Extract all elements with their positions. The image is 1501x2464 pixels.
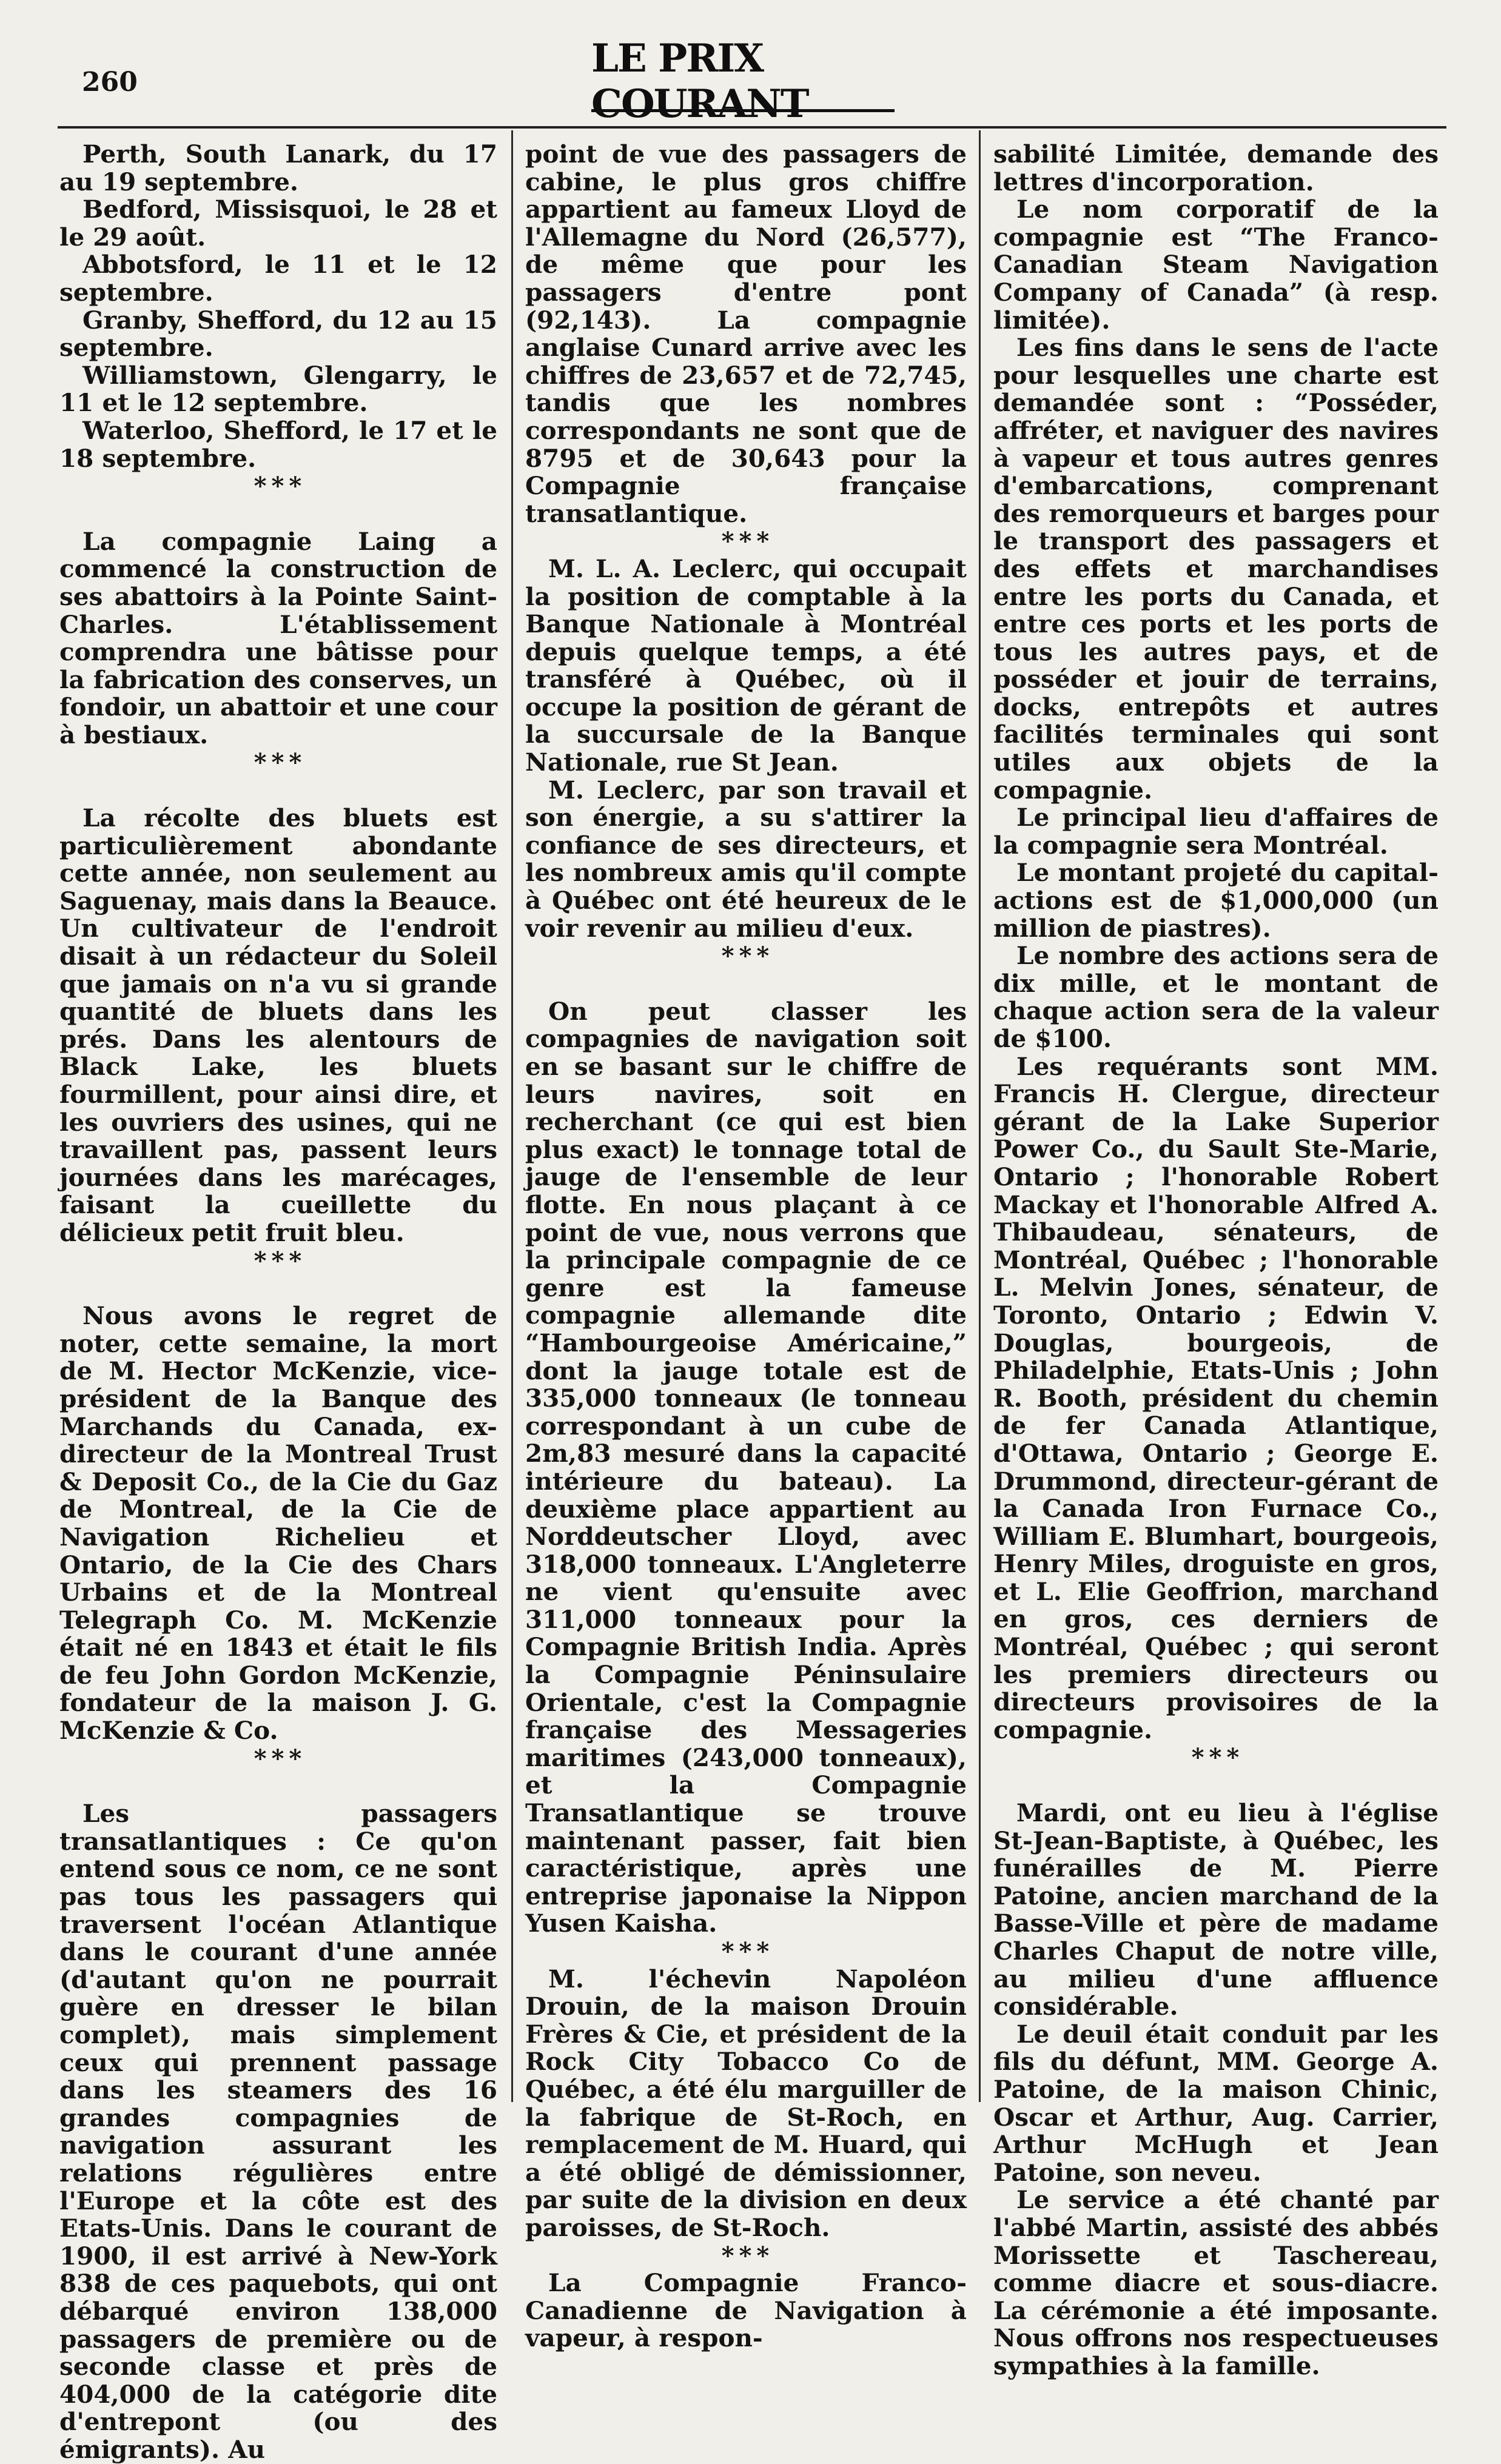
- column-3: [993, 139, 1439, 2380]
- news-paragraph-deuil: Le deuil était conduit par les fils du défunt, MM. George A. Patoine, de la maison Chinic, Oscar et Arthur, Aug. Carrier, Arthur McHugh et Jean Patoine, son neveu.: [993, 2019, 1439, 2187]
- news-paragraph-leclerc: M. L. A. Leclerc, qui occupait la position de comptable à la Banque Nationale à Montréal depuis quelque temps, a été transféré à Québec, où il occupe la position de gérant de la succursale de la Banque Nationale, rue St Jean.: [525, 554, 967, 777]
- news-paragraph-fins: Les fins dans le sens de l'acte pour lesquelles une charte est demandée sont : “Posséder, affréter, et naviguer des navires à vapeur et tous autres genres d'embarcations, comprenant des remorqueurs et barges pour le transport des passagers et des effets et marchandises entre les ports du Canada, et entre ces ports et les ports de tous les autres pays, et de posséder et jouir de terrains, docks, entrepôts et autres facilités terminales qui sont utiles aux objets de la compagnie.: [993, 333, 1439, 805]
- news-paragraph-lieu: Le principal lieu d'affaires de la compagnie sera Montréal.: [993, 803, 1439, 860]
- section-separator: * * *: [254, 1744, 303, 1773]
- news-paragraph-franco-cont: sabilité Limitée, demande des lettres d'incorporation.: [993, 139, 1439, 196]
- news-paragraph-leclerc-2: M. Leclerc, par son travail et son énergie, a su s'attirer la confiance de ses directeurs, et les nombreux amis qu'il compte à Québec ont été heureux de le voir revenir au milieu d'eux.: [525, 775, 967, 943]
- section-separator: * * *: [721, 527, 771, 556]
- column-rule: [511, 130, 513, 2102]
- news-paragraph-drouin: M. l'échevin Napoléon Drouin, de la maison Drouin Frères & Cie, et président de la Rock City Tobacco Co de Québec, a été élu marguiller de la fabrique de St-Roch, en remplacement de M. Huard, qui a été obligé de démissionner, par suite de la division en deux paroisses, de St-Roch.: [525, 1964, 967, 2242]
- column-1: [59, 139, 497, 2464]
- section-separator: * * *: [254, 748, 303, 777]
- news-paragraph-mckenzie: Nous avons le regret de noter, cette semaine, la mort de M. Hector McKenzie, vice-président de la Banque des Marchands du Canada, ex-directeur de la Montreal Trust & Deposit Co., de la Cie du Gaz de Montreal, de la Cie de Navigation Richelieu et Ontario, de la Cie des Chars Urbains et de la Montreal Telegraph Co. M. McKenzie était né en 1843 et était le fils de feu John Gordon McKenzie, fondateur de la maison J. G. McKenzie & Co.: [59, 1301, 497, 1746]
- news-paragraph-nom: Le nom corporatif de la compagnie est “The Franco-Canadian Steam Navigation Company of Canada” (à resp. limitée).: [993, 195, 1439, 335]
- news-paragraph-capital: Le montant projeté du capital-actions est de $1,000,000 (un million de piastres).: [993, 858, 1439, 943]
- news-paragraph-patoine: Mardi, ont eu lieu à l'église St-Jean-Baptiste, à Québec, les funérailles de M. Pierre Patoine, ancien marchand de la Basse-Ville et père de madame Charles Chaput de notre ville, au milieu d'une affluence considérable.: [993, 1798, 1439, 2021]
- fair-date: Williamstown, Glengarry, le 11 et le 12 septembre.: [59, 360, 497, 418]
- news-paragraph-service: Le service a été chanté par l'abbé Martin, assisté des abbés Morissette et Taschereau, comme diacre et sous-diacre. La cérémonie a été imposante. Nous offrons nos respectueuses sympathies à la famille.: [993, 2185, 1439, 2380]
- news-paragraph-navigation: On peut classer les compagnies de navigation soit en se basant sur le chiffre de leurs navires, soit en recherchant (ce qui est bien plus exact) le tonnage total de jauge de l'ensemble de leur flotte. En nous plaçant à ce point de vue, nous verrons que la principale compagnie de ce genre est la fameuse compagnie allemande dite “Hambourgeoise Américaine,” dont la jauge totale est de 335,000 tonneaux (le tonneau correspondant à un cube de 2m,83 mesuré dans la capacité intérieure du bateau). La deuxième place appartient au Norddeutscher Lloyd, avec 318,000 tonneaux. L'Angleterre ne vient qu'ensuite avec 311,000 tonneaux pour la Compagnie British India. Après la Compagnie Péninsulaire Orientale, c'est la Compagnie française des Messageries maritimes (243,000 tonneaux), et la Compagnie Transatlantique se trouve maintenant passer, fait bien caractéristique, après une entreprise japonaise la Nippon Yusen Kaisha.: [525, 996, 967, 1938]
- fair-date: Granby, Shefford, du 12 au 15 septembre.: [59, 305, 497, 363]
- news-paragraph-passagers-cont: point de vue des passagers de cabine, le plus gros chiffre appartient au fameux Lloyd de l'Allemagne du Nord (26,577), de même que pour les passagers d'entre pont (92,143). La compagnie anglaise Cunard arrive avec les chiffres de 23,657 et de 72,745, tandis que les nombres correspondants ne sont que de 8795 et de 30,643 pour la Compagnie française transatlantique.: [525, 139, 967, 528]
- page-number: 260: [82, 67, 138, 98]
- section-separator: * * *: [254, 1246, 303, 1275]
- fair-date: Perth, South Lanark, du 17 au 19 septembre.: [59, 139, 497, 196]
- fair-date: Bedford, Missisquoi, le 28 et le 29 août.: [59, 195, 497, 252]
- news-paragraph-passagers: Les passagers transatlantiques : Ce qu'on entend sous ce nom, ce ne sont pas tous les passagers qui traversent l'océan Atlantique dans le courant d'une année (d'autant qu'on ne pourrait guère en dresser le bilan complet), mais simplement ceux qui prennent passage dans les steamers des 16 grandes compagnies de navigation assurant les relations régulières entre l'Europe et la côte est des Etats-Unis. Dans le courant de 1900, il est arrivé à New-York 838 de ces paquebots, qui ont débarqué environ 138,000 passagers de première ou de seconde classe et près de 404,000 de la catégorie dite d'entrepont (ou des émigrants). Au: [59, 1799, 497, 2464]
- news-paragraph-laing: La compagnie Laing a commencé la construction de ses abattoirs à la Pointe Saint-Charles. L'établissement comprendra une bâtisse pour la fabrication des conserves, un fondoir, un abattoir et une cour à bestiaux.: [59, 526, 497, 749]
- column-rule: [979, 130, 981, 2102]
- news-paragraph-franco-canadienne: La Compagnie Franco-Canadienne de Navigation à vapeur, à respon-: [525, 2268, 967, 2353]
- news-paragraph-actions: Le nombre des actions sera de dix mille, et le montant de chaque action sera de la valeur de $100.: [993, 941, 1439, 1053]
- news-paragraph-bluets: La récolte des bluets est particulièrement abondante cette année, non seulement au Saguenay, mais dans la Beauce. Un cultivateur de l'endroit disait à un rédacteur du Soleil que jamais on n'a vu si grande quantité de bluets dans les prés. Dans les alentours de Black Lake, les bluets fourmillent, pour ainsi dire, et les ouvriers des usines, qui ne travaillent pas, passent leurs journées dans les marécages, faisant la cueillette du délicieux petit fruit bleu.: [59, 803, 497, 1247]
- column-2: [525, 139, 967, 2353]
- section-separator: * * *: [721, 942, 771, 971]
- fair-date: Abbotsford, le 11 et le 12 septembre.: [59, 250, 497, 307]
- fair-date: Waterloo, Shefford, le 17 et le 18 septembre.: [59, 415, 497, 473]
- news-paragraph-requerants: Les requérants sont MM. Francis H. Clergue, directeur gérant de la Lake Superior Power Co., du Sault Ste-Marie, Ontario ; l'honorable Robert Mackay et l'honorable Alfred A. Thibaudeau, sénateurs, de Montréal, Québec ; l'honorable L. Melvin Jones, sénateur, de Toronto, Ontario ; Edwin V. Douglas, bourgeois, de Philadelphie, Etats-Unis ; John R. Booth, président du chemin de fer Canada Atlantique, d'Ottawa, Ontario ; George E. Drummond, directeur-gérant de la Canada Iron Furnace Co., William E. Blumhart, bourgeois, Henry Miles, droguiste en gros, et L. Elie Geoffrion, marchand en gros, ces derniers de Montréal, Québec ; qui seront les premiers directeurs ou directeurs provisoires de la compagnie.: [993, 1051, 1439, 1744]
- section-separator: * * *: [721, 2241, 771, 2270]
- section-separator: * * *: [721, 1937, 771, 1966]
- masthead-title: LE PRIX COURANT: [591, 53, 895, 112]
- section-separator: * * *: [254, 472, 303, 501]
- header-rule: [58, 126, 1446, 129]
- section-separator: * * *: [1191, 1743, 1241, 1772]
